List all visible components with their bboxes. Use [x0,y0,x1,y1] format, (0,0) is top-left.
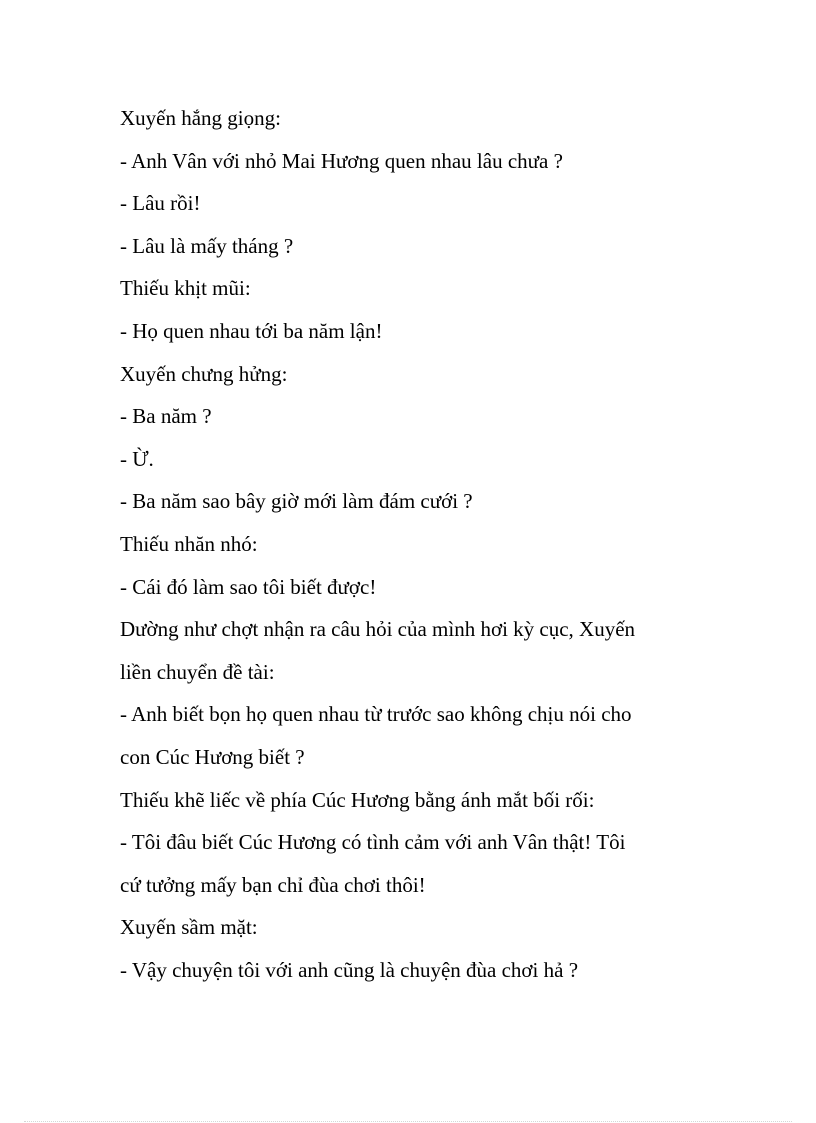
text-line: Dường như chợt nhận ra câu hỏi của mình hơi kỳ cục, Xuyến [120,617,636,642]
text-line: Xuyến sầm mặt: [120,915,258,940]
document-body [120,97,700,991]
text-line: - Họ quen nhau tới ba năm lận! [120,318,383,343]
text-line: con Cúc Hương biết ? [120,744,305,769]
text-line: - Cái đó làm sao tôi biết được! [120,574,377,599]
text-line: Thiếu nhăn nhó: [120,531,258,556]
page-bottom-divider [24,1121,792,1122]
text-line: - Lâu là mấy tháng ? [120,233,294,258]
text-line: - Lâu rồi! [120,191,201,216]
text-line: - Ba năm sao bây giờ mới làm đám cưới ? [120,489,473,514]
text-line: cứ tưởng mấy bạn chỉ đùa chơi thôi! [120,872,426,897]
text-line: - Anh Vân với nhỏ Mai Hương quen nhau lâu chưa ? [120,148,563,173]
text-line: liền chuyển đề tài: [120,659,275,684]
text-line: - Anh biết bọn họ quen nhau từ trước sao không chịu nói cho [120,702,632,727]
text-line: - Ba năm ? [120,404,212,429]
text-line: - Vậy chuyện tôi với anh cũng là chuyện đùa chơi hả ? [120,957,579,982]
text-line: Xuyến chưng hửng: [120,361,288,386]
text-line: Xuyến hắng giọng: [120,106,281,130]
text-line: - Tôi đâu biết Cúc Hương có tình cảm với anh Vân thật! Tôi [120,830,626,855]
text-line: Thiếu khịt mũi: [120,276,251,301]
text-line: - Ừ. [120,446,154,471]
text-line: Thiếu khẽ liếc về phía Cúc Hương bằng ánh mắt bối rối: [120,787,595,812]
